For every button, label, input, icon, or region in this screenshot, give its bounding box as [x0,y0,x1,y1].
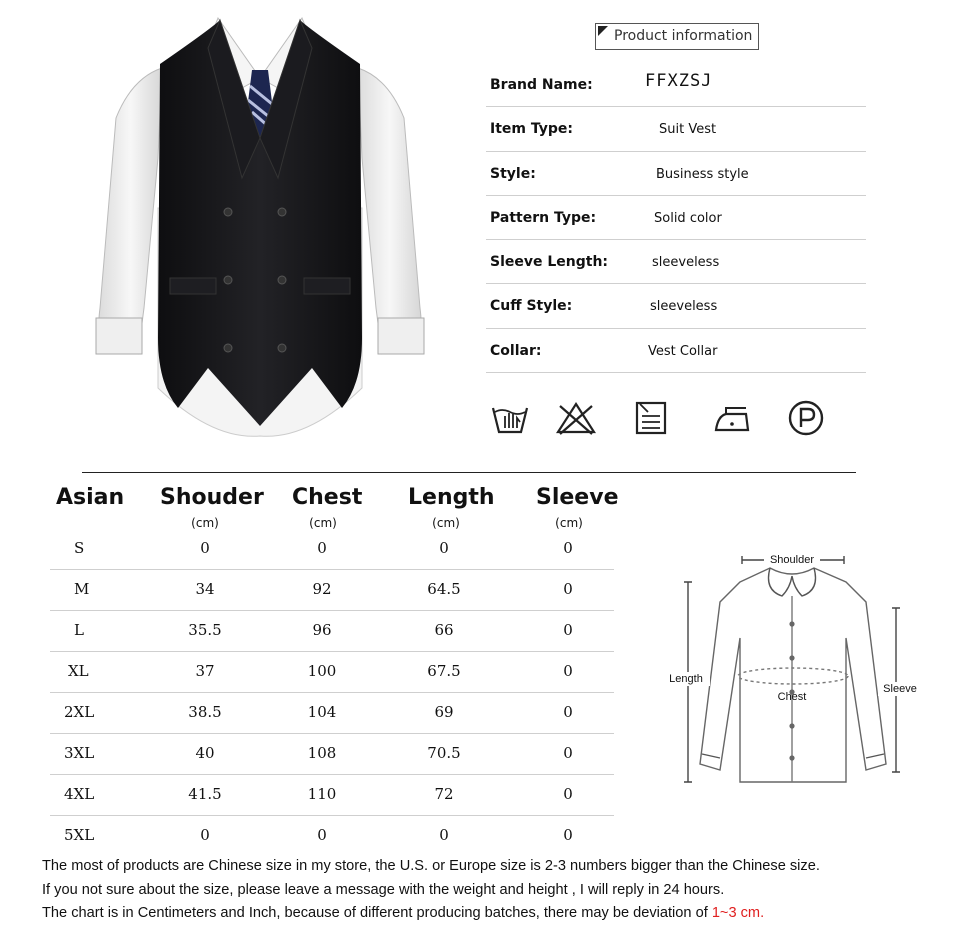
cell-sleeve: 0 [563,826,573,844]
info-value: sleeveless [650,299,718,315]
cell-chest: 0 [317,539,327,557]
cell-sleeve: 0 [563,744,573,762]
info-label: Pattern Type: [490,209,597,226]
cell-sleeve: 0 [563,703,573,721]
cell-chest: 104 [307,703,337,721]
cell-chest: 100 [307,662,337,680]
cell-length: 72 [434,785,454,803]
cell-size: M [74,580,90,598]
note-line-2: If you not sure about the size, please leave a message with the weight and height , I will reply in 24 hours. [42,882,725,898]
info-value: Suit Vest [659,122,717,138]
size-row [50,775,614,816]
note-line-3 [42,905,764,921]
info-row-style [486,152,866,196]
size-row [50,734,614,775]
unit-chest: (cm) [309,516,337,530]
header-chest: Chest [292,485,363,510]
cell-length: 66 [434,621,454,639]
size-row [50,693,614,734]
size-row [50,611,614,652]
cell-length: 64.5 [427,580,461,598]
note-line-1: The most of products are Chinese size in my store, the U.S. or Europe size is 2-3 numbers bigger than the Chinese size. [42,858,820,874]
note-line-3-text: The chart is in Centimeters and Inch, because of different producing batches, there may be deviation of [42,905,712,921]
cell-sleeve: 0 [563,580,573,598]
cell-sleeve: 0 [563,539,573,557]
info-label: Brand Name: [490,77,593,93]
info-row-brand [486,63,866,107]
diagram-chest-label: Chest [777,691,807,703]
info-row-cuff-style [486,284,866,328]
cell-length: 0 [439,826,449,844]
size-row [50,529,614,570]
header-asian: Asian [56,485,125,510]
section-divider [82,472,856,473]
product-info-title [595,23,759,50]
diagram-sleeve-label: Sleeve [883,683,917,695]
info-row-sleeve-length [486,240,866,284]
cell-shoulder: 41.5 [188,785,222,803]
cell-shoulder: 37 [195,662,215,680]
tumble-dry-icon [632,398,672,438]
header-shoulder: Shouder [160,485,264,510]
size-row [50,570,614,611]
info-row-item-type [486,107,866,151]
corner-mark [598,26,608,36]
cell-chest: 92 [312,580,332,598]
header-sleeve: Sleeve [536,485,619,510]
info-value: FFXZSJ [645,71,713,91]
cell-length: 69 [434,703,454,721]
info-label: Item Type: [490,121,573,138]
size-row [50,816,614,857]
product-photo [92,8,428,440]
unit-length: (cm) [432,516,460,530]
info-value: sleeveless [652,255,720,271]
cell-size: S [74,539,85,557]
cell-shoulder: 40 [195,744,215,762]
no-bleach-icon [556,398,596,438]
dry-clean-p-icon [786,398,826,438]
cell-shoulder: 0 [200,826,210,844]
info-label: Style: [490,165,536,182]
cell-size: L [74,621,84,639]
iron-icon [712,398,752,438]
info-value: Business style [656,166,749,182]
note-deviation-highlight: 1~3 cm. [711,905,765,921]
cell-shoulder: 34 [195,580,215,598]
diagram-shoulder-label: Shoulder [769,554,815,566]
cell-chest: 0 [317,826,327,844]
info-value: Vest Collar [648,343,718,359]
cell-size: 3XL [64,744,95,762]
care-icons [486,398,866,438]
cell-length: 0 [439,539,449,557]
cell-chest: 96 [312,621,332,639]
cell-size: 5XL [64,826,95,844]
product-info-title-text: Product information [614,28,753,44]
diagram-length-label: Length [669,673,703,685]
header-length: Length [408,485,495,510]
cell-chest: 110 [307,785,337,803]
info-value: Solid color [654,210,722,226]
info-row-collar [486,329,866,373]
cell-chest: 108 [307,744,337,762]
cell-length: 70.5 [427,744,461,762]
product-info-table [486,63,866,373]
measurement-diagram [660,546,930,796]
cell-shoulder: 35.5 [188,621,222,639]
cell-sleeve: 0 [563,785,573,803]
info-label: Cuff Style: [490,298,573,315]
unit-sleeve: (cm) [555,516,583,530]
cell-shoulder: 0 [200,539,210,557]
cell-sleeve: 0 [563,621,573,639]
cell-size: 4XL [64,785,95,803]
cell-sleeve: 0 [563,662,573,680]
info-label: Sleeve Length: [490,254,609,271]
unit-shoulder: (cm) [191,516,219,530]
cell-size: XL [68,662,89,680]
hand-wash-icon [490,398,530,438]
info-row-pattern-type [486,196,866,240]
cell-size: 2XL [64,703,95,721]
info-label: Collar: [490,342,542,359]
cell-length: 67.5 [427,662,461,680]
cell-shoulder: 38.5 [188,703,222,721]
size-row [50,652,614,693]
